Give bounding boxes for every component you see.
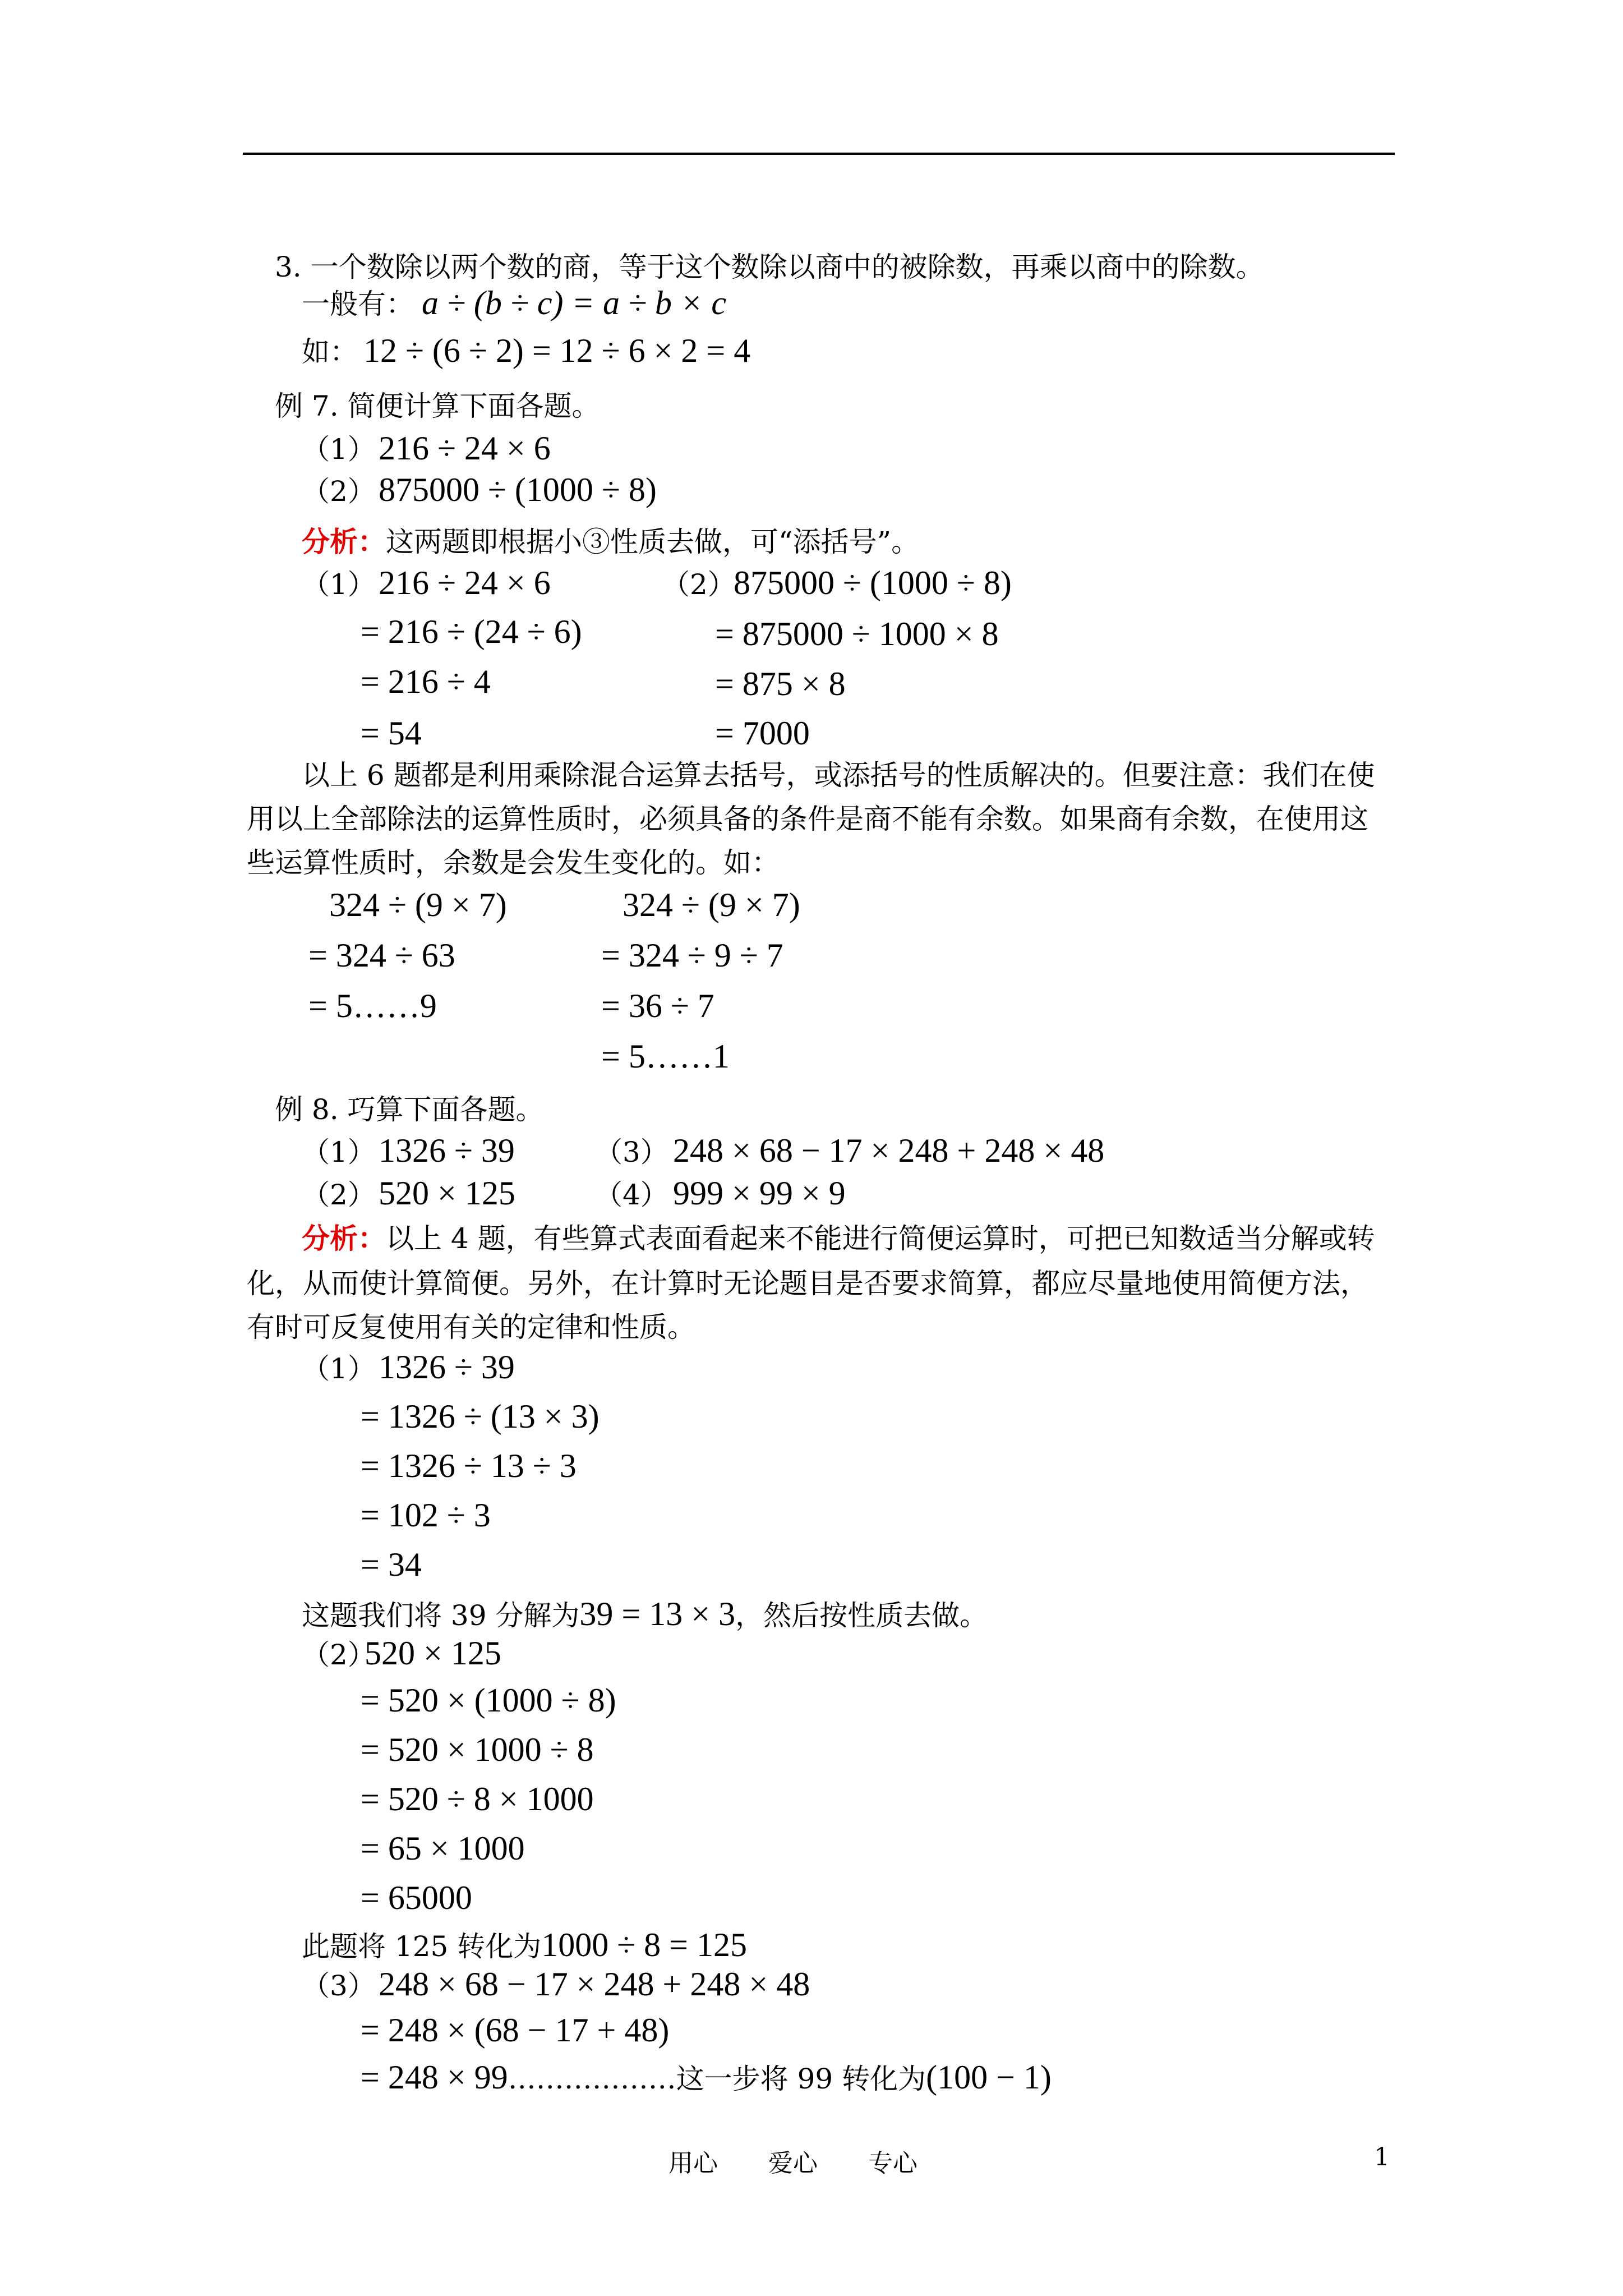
solution-step: 875000 ÷ (1000 ÷ 8) [734,564,1012,601]
example7-title: 例 7. 简便计算下面各题。 [275,390,600,422]
s1-step: 1326 ÷ 39 [379,1349,515,1386]
e8-analysis-label: 分析： [302,1222,386,1255]
footer-item: 专心 [868,2149,917,2178]
solution2-num: （2） [662,568,736,601]
e8-analysis-text: 以上 4 题，有些算式表面看起来不能进行简便运算时，可把已知数适当分解或转 [386,1222,1375,1255]
s3-step: = 248 × (68 − 17 + 48) [361,2012,670,2049]
s2-step: = 65000 [361,1879,472,1916]
q2-num: （2） [302,475,376,508]
s2-note-text: 此题将 125 转化为 [302,1930,542,1963]
header-rule [243,153,1395,155]
remainder-step: = 5……9 [308,987,437,1024]
s1-note-math: 39 = 13 × 3 [579,1595,736,1632]
s3-note-math: (100 − 1) [926,2059,1052,2096]
q1-expression: 216 ÷ 24 × 6 [379,430,551,467]
e8-q1-num: （1） [302,1136,376,1168]
solution1-num: （1） [302,568,376,601]
s1-num: （1） [302,1352,376,1385]
q1-num: （1） [302,433,376,466]
analysis-text: 这两题即根据小③性质去做，可“添括号”。 [386,526,920,558]
e8-q3-num: （3） [594,1136,668,1168]
s3-note-dots: ……………… [508,2063,676,2095]
remainder-step: 324 ÷ (9 × 7) [329,886,507,923]
s3-note-text: 这一步将 99 转化为 [676,2063,926,2095]
section3-title: 3. 一个数除以两个数的商，等于这个数除以商中的被除数，再乘以商中的除数。 [275,251,1264,283]
page-number: 1 [1374,2143,1390,2171]
s3-step: = 248 × 99 [361,2059,508,2096]
s2-step: = 520 × (1000 ÷ 8) [361,1682,616,1719]
s1-step: = 34 [361,1546,422,1583]
solution-step: = 216 ÷ 4 [361,663,491,700]
solution-step: 216 ÷ 24 × 6 [379,564,551,601]
e8-q4-num: （4） [594,1179,668,1211]
s1-step: = 1326 ÷ 13 ÷ 3 [361,1447,577,1484]
note-line: 些运算性质时，余数是会发生变化的。如： [247,846,780,879]
remainder-step: 324 ÷ (9 × 7) [623,886,800,923]
s2-step: = 520 ÷ 8 × 1000 [361,1780,594,1818]
footer-item: 用心 [668,2149,718,2178]
analysis-line [302,525,919,559]
footer-item: 爱心 [768,2149,818,2178]
e8-q1: 1326 ÷ 39 [379,1132,515,1169]
general-label: 一般有： [302,288,414,320]
remainder-step: = 36 ÷ 7 [601,987,714,1024]
s2-step: = 520 × 1000 ÷ 8 [361,1731,594,1768]
solution-step: = 875 × 8 [715,665,846,702]
solution-step: = 216 ÷ (24 ÷ 6) [361,613,582,650]
e8-q2-num: （2） [302,1179,376,1211]
s3-num: （3） [302,1970,376,2002]
example8-title: 例 8. 巧算下面各题。 [275,1093,544,1126]
s2-num: （2） [302,1639,376,1671]
s1-step: = 1326 ÷ (13 × 3) [361,1398,600,1435]
s2-step: = 65 × 1000 [361,1830,525,1867]
example-label: 如： [302,335,358,368]
remainder-step: = 5……1 [601,1038,730,1075]
e8-q4: 999 × 99 × 9 [673,1175,846,1212]
e8-q3: 248 × 68 − 17 × 248 + 248 × 48 [673,1132,1105,1169]
s3-last-line [361,2058,1052,2097]
general-formula: a ÷ (b ÷ c) = a ÷ b × c [422,284,726,321]
solution-step: = 7000 [715,715,810,752]
e8-analysis-line: 有时可反复使用有关的定律和性质。 [247,1311,695,1343]
solution-step: = 875000 ÷ 1000 × 8 [715,615,999,652]
remainder-step: = 324 ÷ 63 [308,937,455,974]
e8-analysis-line [302,1222,1375,1255]
s2-note-math: 1000 ÷ 8 = 125 [541,1926,748,1963]
s2-step: 520 × 125 [365,1635,501,1672]
s1-note-tail: ，然后按性质去做。 [735,1599,988,1632]
solution-step: = 54 [361,715,422,752]
note-line: 以上 6 题都是利用乘除混合运算去括号，或添括号的性质解决的。但要注意：我们在使 [302,759,1375,792]
e8-analysis-line: 化，从而使计算简便。另外，在计算时无论题目是否要求简算，都应尽量地使用简便方法， [247,1267,1368,1300]
s3-step: 248 × 68 − 17 × 248 + 248 × 48 [379,1966,810,2003]
note-line: 用以上全部除法的运算性质时，必须具备的条件是商不能有余数。如果商有余数，在使用这 [247,803,1368,835]
s1-step: = 102 ÷ 3 [361,1497,491,1534]
s1-note [302,1594,988,1634]
q2-expression: 875000 ÷ (1000 ÷ 8) [379,471,657,508]
example-formula: 12 ÷ (6 ÷ 2) = 12 ÷ 6 × 2 = 4 [363,332,751,369]
s2-note [302,1925,747,1964]
s1-note-text: 这题我们将 39 分解为 [302,1599,580,1632]
e8-q2: 520 × 125 [379,1175,515,1212]
remainder-step: = 324 ÷ 9 ÷ 7 [601,937,783,974]
analysis-label: 分析： [302,525,386,558]
